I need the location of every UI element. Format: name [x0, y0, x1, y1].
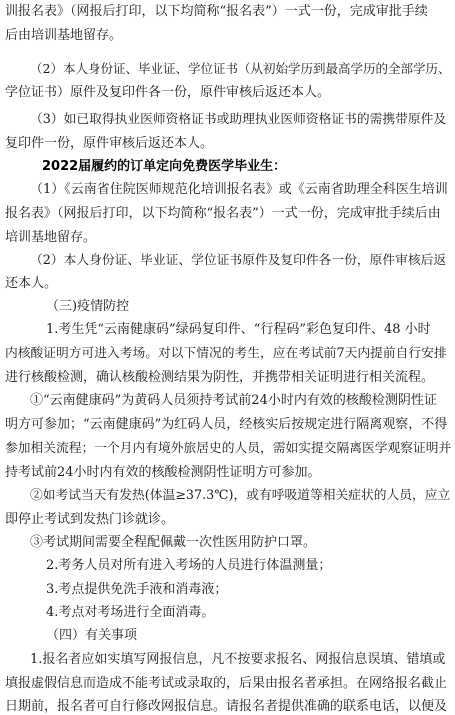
text-line: 填报虚假信息而造成不能考试或录取的，后果由报名者承担。在网络报名截止	[5, 676, 448, 691]
text-line: 后由培训基地留存。	[5, 28, 123, 43]
text-line: （2）本人身份证、毕业证、学位证书原件及复印件各一份，原件审核后返	[30, 253, 447, 268]
text-line: 培训基地留存。	[5, 230, 97, 245]
text-line: ③考试期间需要全程配佩戴一次性医用防护口罩。	[30, 535, 317, 550]
section-heading: （三)疫情防控	[46, 299, 130, 314]
text-line: 1.报名者应如实填写网报信息，凡不按要求报名、网报信息误填、错填或	[30, 652, 446, 667]
text-line: ②如考试当天有发热(体温≥37.3℃)，或有呼吸道等相关症状的人员，应立	[30, 488, 451, 503]
text-line: 内核酸证明方可进入考场。对以下情况的考生，应在考试前7天内提前自行安排	[5, 346, 447, 361]
text-line: 1.考生凭“云南健康码”绿码复印件、“行程码”彩色复印件、48 小时	[46, 322, 431, 337]
text-line: 参加相关流程；一个月内有境外旅居史的人员，需如实提交隔离医学观察证明并	[5, 441, 452, 456]
text-line: 3.考点提供免洗手液和消毒液；	[46, 582, 228, 597]
text-line: 复印件一份，原件审核后返还本人。	[5, 136, 214, 151]
text-line: 训报名表》（网报后打印，以下均简称“报名表”）一式一份，完成审批手续	[5, 4, 428, 19]
section-heading: 2022届履约的订单定向免费医学毕业生：	[42, 159, 287, 174]
text-line: 进行核酸检测，确认核酸检测结果为阴性，并携带相关证明进行相关流程。	[5, 370, 435, 385]
text-line: 持考试前24小时内有效的核酸检测阴性证明方可参加。	[5, 465, 321, 480]
text-line: （3）如已取得执业医师资格证书或助理执业医师资格证书的需携带原件及	[30, 112, 447, 127]
text-line: 学位证书）原件及复印件各一份，原件审核后返还本人。	[5, 85, 331, 100]
text-line: （2）本人身份证、毕业证、学位证书（从初始学历到最高学历的全部学历、	[30, 61, 451, 76]
text-line: 明方可参加；“云南健康码”为红码人员，经核实后按规定进行隔离观察，不得	[5, 417, 448, 432]
text-line: 日期前，报名者可自行修改网报信息。请报名者提供准确的联系电话，以便及	[5, 699, 448, 714]
text-line: （1）《云南省住院医师规范化培训报名表》或《云南省助理全科医生培训	[30, 182, 448, 197]
text-line: ①“云南健康码”为黄码人员须持考试前24小时内有效的核酸检测阴性证	[30, 393, 437, 408]
text-line: 2.考务人员对所有进入考场的人员进行体温测量；	[46, 558, 332, 573]
text-line: 4.考点对考场进行全面消毒。	[46, 605, 215, 620]
text-line: 还本人。	[5, 276, 58, 291]
text-line: 即停止考试到发热门诊就诊。	[5, 512, 175, 527]
section-heading: （四）有关事项	[46, 628, 138, 643]
text-line: 报名表》（网报后打印，以下均简称“报名表”）一式一份，完成审批手续后由	[5, 206, 441, 221]
